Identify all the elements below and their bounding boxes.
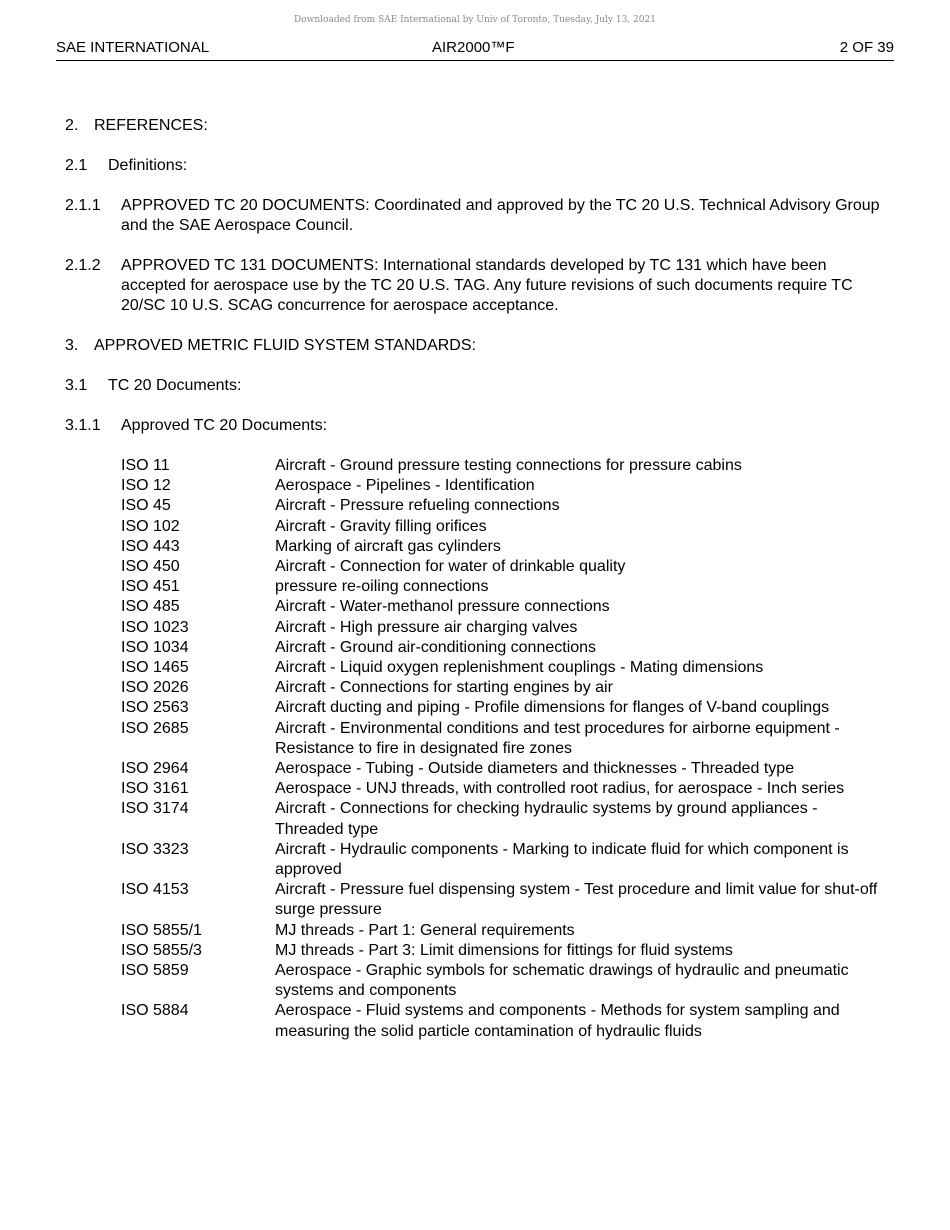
- reference-id: ISO 2026: [121, 679, 189, 697]
- header-organization: SAE INTERNATIONAL: [56, 39, 210, 56]
- section-number: 3.1: [65, 377, 88, 394]
- reference-title: MJ threads - Part 1: General requirements: [275, 921, 575, 939]
- reference-id: ISO 5855/3: [121, 941, 202, 959]
- section-number: 3.: [65, 337, 79, 354]
- reference-list: [65, 456, 885, 1042]
- page-header: [56, 38, 894, 61]
- reference-title: Aircraft - High pressure air charging valves: [275, 618, 578, 636]
- reference-row: [121, 597, 885, 617]
- reference-title: Aerospace - Pipelines - Identification: [275, 477, 535, 495]
- reference-title: Aircraft - Ground pressure testing connections for pressure cabins: [275, 457, 742, 474]
- reference-title: Aircraft - Environmental conditions and test procedures for airborne equipment - Resistance to fire in designated fire zones: [275, 719, 840, 757]
- reference-id: ISO 5855/1: [121, 921, 202, 939]
- reference-id: ISO 4153: [121, 881, 189, 899]
- reference-id: ISO 2563: [121, 699, 189, 717]
- reference-id: ISO 5884: [121, 1002, 189, 1020]
- reference-row: [121, 557, 885, 577]
- reference-title: Aircraft ducting and piping - Profile dimensions for flanges of V-band couplings: [275, 699, 830, 717]
- reference-id: ISO 443: [121, 537, 180, 555]
- section-text: REFERENCES:: [94, 117, 208, 134]
- reference-id: ISO 45: [121, 497, 171, 515]
- reference-title: Aircraft - Connection for water of drinkable quality: [275, 558, 626, 576]
- document-body: [65, 116, 885, 1042]
- reference-id: ISO 102: [121, 517, 180, 535]
- reference-row: [121, 618, 885, 638]
- reference-row: [121, 921, 885, 941]
- reference-row: [121, 658, 885, 678]
- section-list: [65, 116, 885, 436]
- reference-title: Aerospace - UNJ threads, with controlled root radius, for aerospace - Inch series: [275, 780, 845, 798]
- reference-row: [121, 537, 885, 557]
- section-text: APPROVED METRIC FLUID SYSTEM STANDARDS:: [94, 337, 476, 354]
- section-heading: [65, 156, 885, 176]
- reference-title: Aircraft - Hydraulic components - Marking to indicate fluid for which component is approved: [275, 840, 849, 879]
- reference-title: pressure re-oiling connections: [275, 578, 489, 596]
- reference-row: [121, 719, 885, 759]
- reference-id: ISO 3174: [121, 800, 189, 818]
- reference-id: ISO 485: [121, 598, 180, 616]
- section-heading: [65, 196, 885, 236]
- reference-title: Aerospace - Tubing - Outside diameters and thicknesses - Threaded type: [275, 760, 795, 778]
- reference-row: [121, 678, 885, 698]
- section-heading: [65, 376, 885, 396]
- section-number: 2.1.1: [65, 197, 101, 214]
- reference-title: Aircraft - Ground air-conditioning connections: [275, 638, 597, 656]
- reference-row: [121, 496, 885, 516]
- reference-title: Marking of aircraft gas cylinders: [275, 537, 501, 555]
- reference-id: ISO 3323: [121, 840, 189, 858]
- reference-id: ISO 450: [121, 558, 180, 576]
- reference-title: Aerospace - Graphic symbols for schematic drawings of hydraulic and pneumatic systems and components: [275, 962, 849, 1000]
- reference-id: ISO 1465: [121, 659, 189, 677]
- reference-id: ISO 2685: [121, 719, 189, 737]
- header-document-number: AIR2000™F: [432, 39, 515, 56]
- reference-row: [121, 476, 885, 496]
- section-number: 3.1.1: [65, 417, 101, 434]
- reference-title: Aircraft - Connections for checking hydraulic systems by ground appliances - Threaded type: [275, 800, 818, 838]
- reference-id: ISO 11: [121, 457, 170, 474]
- reference-row: [121, 638, 885, 658]
- header-page-number: 2 OF 39: [839, 39, 894, 56]
- reference-row: [121, 799, 885, 839]
- section-number: 2.1.2: [65, 257, 101, 274]
- section-heading: [65, 116, 885, 136]
- reference-id: ISO 451: [121, 578, 180, 596]
- reference-row: [121, 1001, 885, 1041]
- reference-row: [121, 779, 885, 799]
- section-text: Approved TC 20 Documents:: [121, 417, 328, 434]
- section-heading: [65, 256, 885, 316]
- section-text: APPROVED TC 20 DOCUMENTS: Coordinated and approved by the TC 20 U.S. Technical Advisory Group and the SAE Aerospace Council.: [121, 197, 880, 234]
- reference-title: Aircraft - Gravity filling orifices: [275, 517, 487, 535]
- reference-id: ISO 1034: [121, 638, 189, 656]
- reference-title: MJ threads - Part 3: Limit dimensions for fittings for fluid systems: [275, 941, 733, 959]
- reference-id: ISO 1023: [121, 618, 189, 636]
- section-text: APPROVED TC 131 DOCUMENTS: International standards developed by TC 131 which have been accepted for aerospace use by the TC 20 U.S. TAG. Any future revisions of such documents require TC 20/SC 10 U.S. SCAG concurrence for aerospace acceptance.: [121, 257, 853, 314]
- reference-row: [121, 759, 885, 779]
- reference-row: [121, 456, 885, 476]
- reference-title: Aircraft - Liquid oxygen replenishment couplings - Mating dimensions: [275, 659, 764, 677]
- reference-row: [121, 961, 885, 1001]
- section-text: Definitions:: [108, 157, 188, 174]
- reference-title: Aircraft - Connections for starting engines by air: [275, 679, 613, 697]
- download-watermark: Downloaded from SAE International by Univ of Toronto, Tuesday, July 13, 2021: [294, 15, 656, 25]
- reference-id: ISO 2964: [121, 760, 189, 778]
- reference-id: ISO 3161: [121, 780, 189, 798]
- reference-row: [121, 880, 885, 920]
- section-number: 2.: [65, 117, 79, 134]
- section-heading: [65, 336, 885, 356]
- section-text: TC 20 Documents:: [108, 377, 242, 394]
- reference-title: Aircraft - Water-methanol pressure connections: [275, 598, 610, 616]
- reference-row: [121, 577, 885, 597]
- reference-row: [121, 840, 885, 880]
- reference-row: [121, 941, 885, 961]
- reference-id: ISO 5859: [121, 962, 189, 980]
- section-number: 2.1: [65, 157, 88, 174]
- reference-title: Aerospace - Fluid systems and components - Methods for system sampling and measuring the solid particle contamination of hydraulic fluids: [275, 1002, 840, 1040]
- reference-title: Aircraft - Pressure refueling connections: [275, 497, 560, 515]
- reference-id: ISO 12: [121, 477, 171, 495]
- reference-row: [121, 517, 885, 537]
- reference-title: Aircraft - Pressure fuel dispensing system - Test procedure and limit value for shut-off surge pressure: [275, 881, 878, 919]
- section-heading: [65, 416, 885, 436]
- reference-row: [121, 698, 885, 718]
